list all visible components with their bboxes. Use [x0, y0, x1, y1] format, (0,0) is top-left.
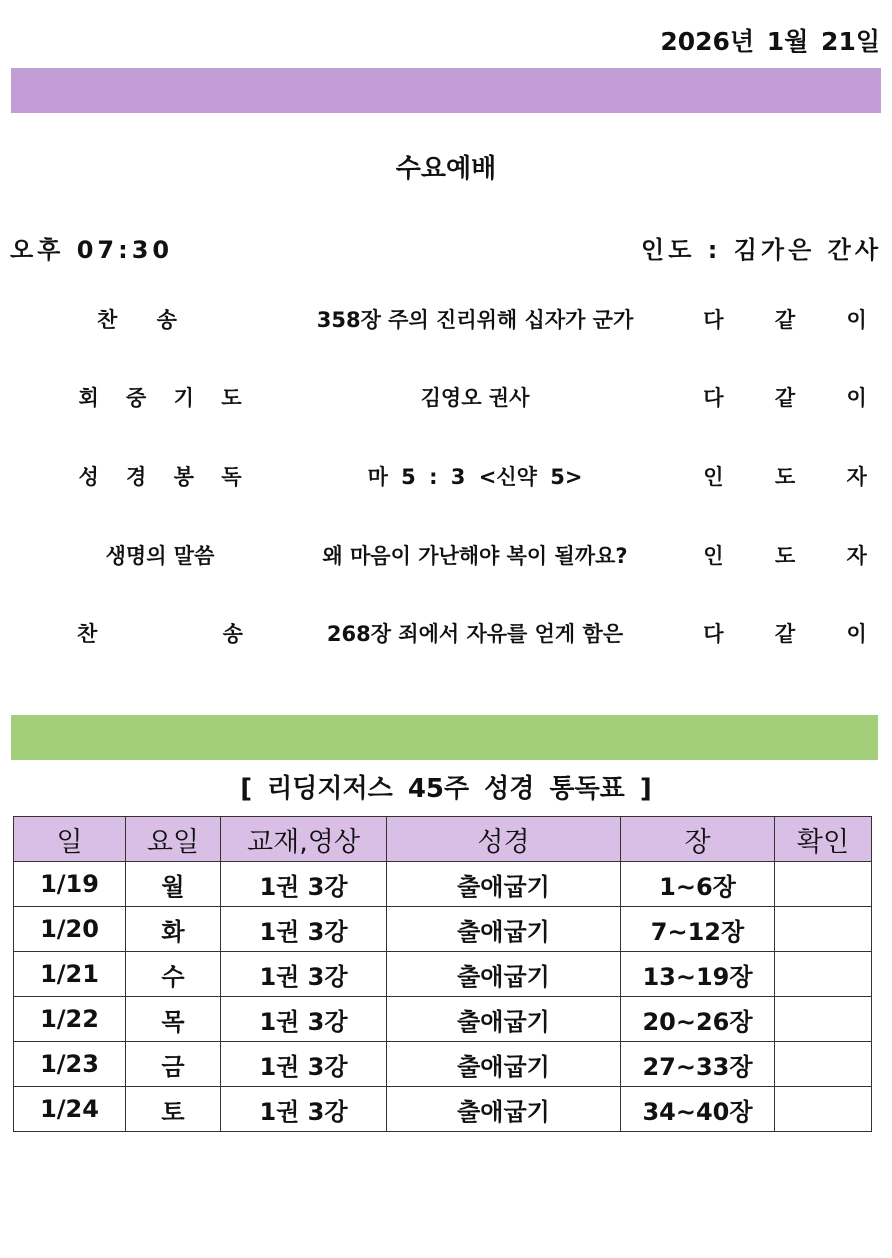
order-row-prayer: [0, 382, 892, 422]
cell-weekday: 금: [126, 1042, 221, 1087]
cell-check: [775, 952, 872, 997]
cell-weekday: 화: [126, 907, 221, 952]
order-who: 다 같 이: [703, 308, 867, 332]
cell-material: 1권 3강: [221, 997, 387, 1042]
cell-chapter: 20~26장: [621, 997, 775, 1042]
green-section-band: [11, 715, 878, 760]
cell-weekday: 토: [126, 1087, 221, 1132]
reading-plan-title: [ 리딩지저스 45주 성경 통독표 ]: [240, 774, 652, 804]
cell-day: 1/20: [14, 907, 126, 952]
cell-book: 출애굽기: [387, 1087, 621, 1132]
service-time: 오후 07:30: [10, 236, 174, 264]
column-header-book: 성경: [387, 817, 621, 862]
column-header-chapter: 장: [621, 817, 775, 862]
column-header-weekday: 요일: [126, 817, 221, 862]
table-row: [14, 952, 872, 997]
cell-check: [775, 907, 872, 952]
service-title: 수요예배: [395, 154, 497, 184]
order-content: 268장 죄에서 자유를 얻게 함은: [326, 622, 624, 646]
order-who: 다 같 이: [703, 386, 867, 410]
column-header-material: 교재,영상: [221, 817, 387, 862]
cell-material: 1권 3강: [221, 862, 387, 907]
cell-check: [775, 997, 872, 1042]
cell-book: 출애굽기: [387, 1042, 621, 1087]
table-row: [14, 907, 872, 952]
order-content: 김영오 권사: [420, 386, 530, 410]
cell-chapter: 34~40장: [621, 1087, 775, 1132]
reading-plan-table: [13, 816, 872, 1132]
cell-day: 1/21: [14, 952, 126, 997]
order-label: 회 중 기 도: [78, 386, 242, 410]
cell-chapter: 7~12장: [621, 907, 775, 952]
order-label: 찬 송: [97, 308, 193, 332]
cell-weekday: 수: [126, 952, 221, 997]
order-who: 인 도 자: [703, 544, 867, 568]
service-leader: 인도 : 김가은 간사: [641, 236, 882, 264]
column-header-day: 일: [14, 817, 126, 862]
cell-weekday: 목: [126, 997, 221, 1042]
cell-book: 출애굽기: [387, 862, 621, 907]
cell-day: 1/22: [14, 997, 126, 1042]
cell-book: 출애굽기: [387, 907, 621, 952]
table-row: [14, 1087, 872, 1132]
cell-day: 1/24: [14, 1087, 126, 1132]
order-label: 생명의 말씀: [105, 544, 215, 568]
cell-book: 출애굽기: [387, 952, 621, 997]
service-date: 2026년 1월 21일: [660, 27, 880, 56]
cell-material: 1권 3강: [221, 907, 387, 952]
order-label: 찬 송: [77, 622, 243, 646]
cell-weekday: 월: [126, 862, 221, 907]
order-who: 인 도 자: [703, 465, 867, 489]
order-row-hymn-1: [0, 304, 892, 344]
cell-chapter: 1~6장: [621, 862, 775, 907]
cell-chapter: 13~19장: [621, 952, 775, 997]
order-row-sermon: [0, 540, 892, 580]
purple-header-band: [11, 68, 881, 113]
order-content: 왜 마음이 가난해야 복이 될까요?: [322, 544, 628, 568]
cell-material: 1권 3강: [221, 1042, 387, 1087]
table-row: [14, 997, 872, 1042]
cell-check: [775, 862, 872, 907]
cell-day: 1/23: [14, 1042, 126, 1087]
table-row: [14, 1042, 872, 1087]
cell-check: [775, 1087, 872, 1132]
order-row-hymn-2: [0, 618, 892, 658]
order-who: 다 같 이: [703, 622, 867, 646]
cell-chapter: 27~33장: [621, 1042, 775, 1087]
cell-material: 1권 3강: [221, 952, 387, 997]
cell-book: 출애굽기: [387, 997, 621, 1042]
order-content: 마 5 : 3 <신약 5>: [367, 465, 583, 489]
table-row: [14, 862, 872, 907]
cell-material: 1권 3강: [221, 1087, 387, 1132]
cell-day: 1/19: [14, 862, 126, 907]
order-row-scripture: [0, 461, 892, 501]
cell-check: [775, 1042, 872, 1087]
table-header-row: [14, 817, 872, 862]
column-header-check: 확인: [775, 817, 872, 862]
order-content: 358장 주의 진리위해 십자가 군가: [316, 308, 634, 332]
order-label: 성 경 봉 독: [78, 465, 242, 489]
